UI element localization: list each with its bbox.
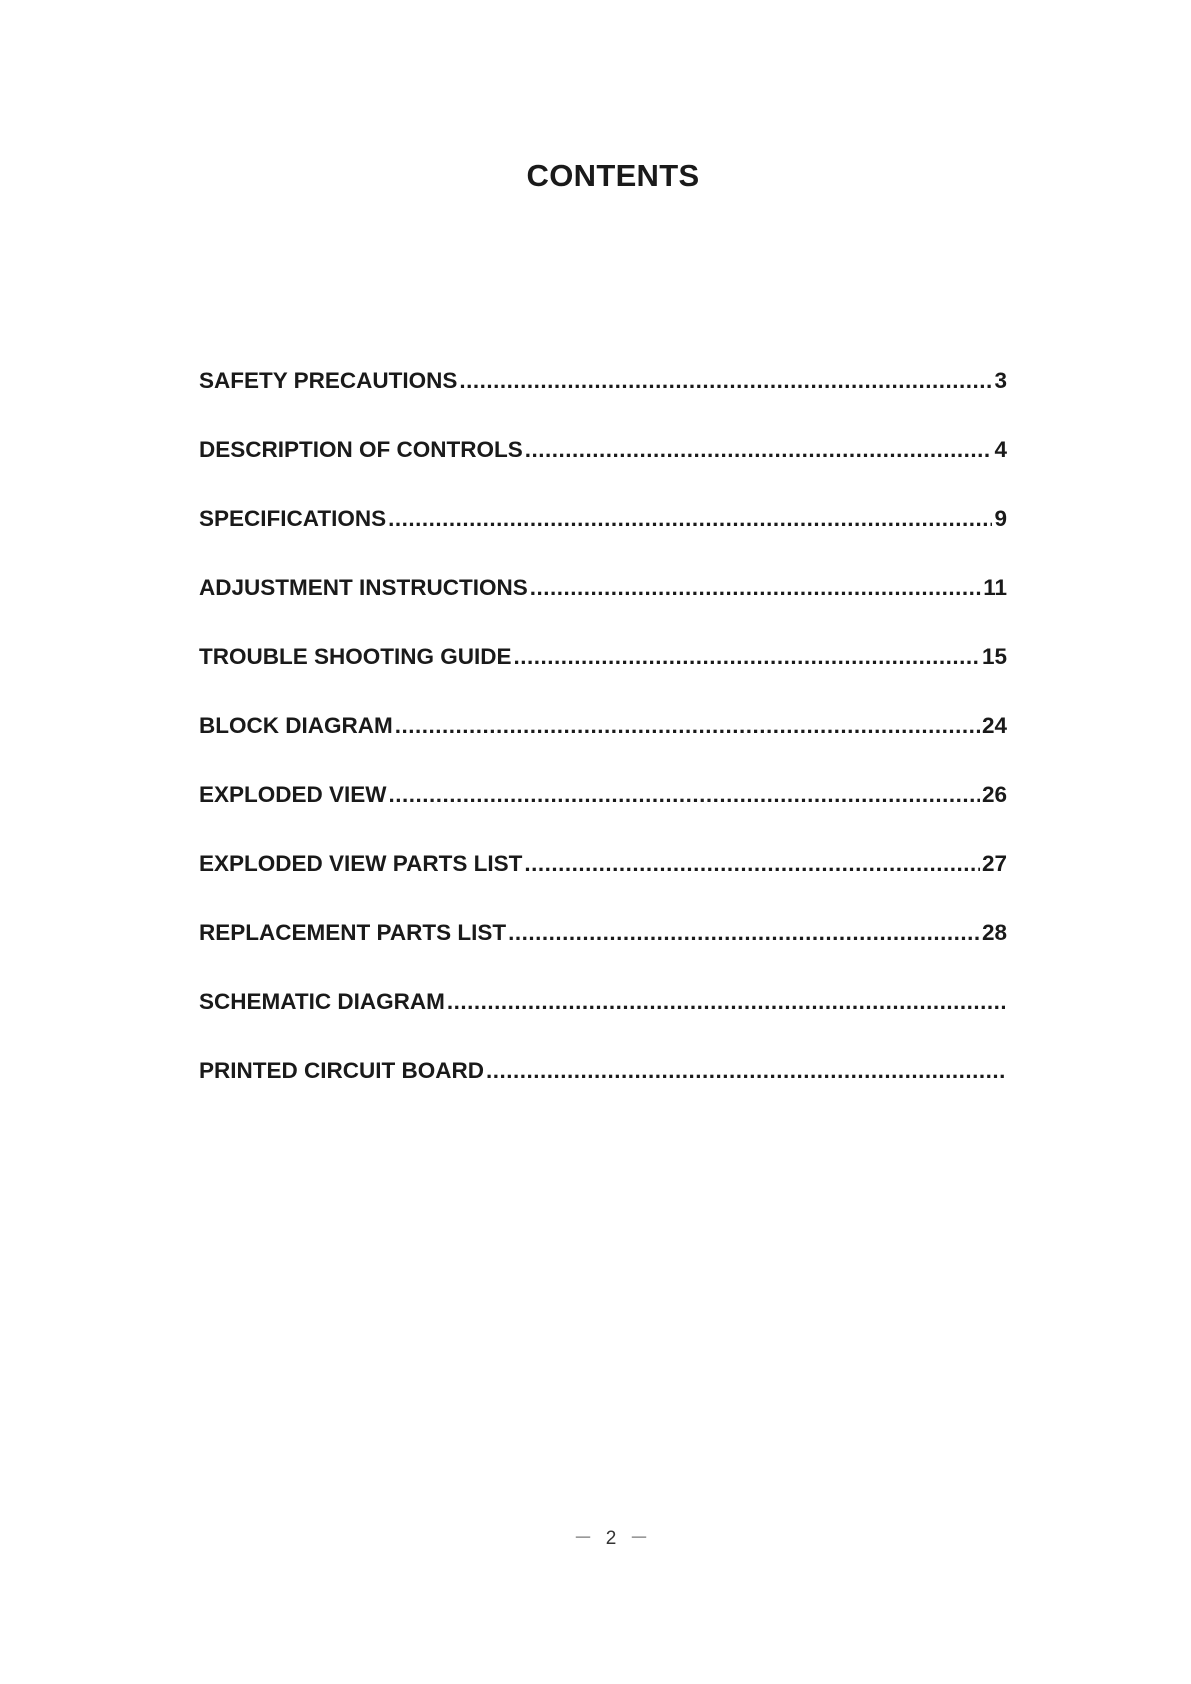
toc-entry-label: ADJUSTMENT INSTRUCTIONS xyxy=(199,575,528,600)
toc-entry-label: EXPLODED VIEW PARTS LIST xyxy=(199,851,523,876)
toc-entry-exploded-view-parts-list[interactable] xyxy=(199,849,1007,918)
toc-entry-page: 15 xyxy=(981,644,1007,669)
dot-leader xyxy=(524,849,980,879)
toc-entry-schematic-diagram[interactable] xyxy=(199,987,1007,1056)
dot-leader xyxy=(525,435,993,465)
page-number: － 2 － xyxy=(573,1528,653,1549)
toc-entry-page: 3 xyxy=(994,368,1007,393)
toc-entry-label: BLOCK DIAGRAM xyxy=(199,713,393,738)
toc-entry-safety-precautions[interactable] xyxy=(199,366,1007,435)
toc-entry-label: TROUBLE SHOOTING GUIDE xyxy=(199,644,512,669)
page-title: CONTENTS xyxy=(526,158,700,193)
dot-leader xyxy=(530,573,981,603)
toc-entry-page: 26 xyxy=(981,782,1007,807)
dot-leader xyxy=(508,918,980,948)
toc-entry-page: 4 xyxy=(994,437,1007,462)
toc-entry-page: 9 xyxy=(994,506,1007,531)
toc-entry-page: 24 xyxy=(981,713,1007,738)
dot-leader xyxy=(486,1056,1005,1086)
toc-entry-exploded-view[interactable] xyxy=(199,780,1007,849)
toc-entry-label: DESCRIPTION OF CONTROLS xyxy=(199,437,523,462)
dot-leader xyxy=(389,780,980,810)
toc-entry-label: SPECIFICATIONS xyxy=(199,506,387,531)
table-of-contents xyxy=(199,366,1007,1125)
toc-entry-page: 28 xyxy=(981,920,1007,945)
dot-leader xyxy=(514,642,980,672)
toc-entry-specifications[interactable] xyxy=(199,504,1007,573)
dot-leader xyxy=(388,504,992,534)
toc-entry-block-diagram[interactable] xyxy=(199,711,1007,780)
toc-entry-adjustment-instructions[interactable] xyxy=(199,573,1007,642)
toc-entry-page: 27 xyxy=(981,851,1007,876)
toc-entry-label: REPLACEMENT PARTS LIST xyxy=(199,920,507,945)
toc-entry-printed-circuit-board[interactable] xyxy=(199,1056,1007,1125)
toc-entry-page: 11 xyxy=(983,575,1007,600)
dot-leader xyxy=(447,987,1005,1017)
toc-entry-label: EXPLODED VIEW xyxy=(199,782,387,807)
dot-leader xyxy=(459,366,992,396)
toc-entry-trouble-shooting-guide[interactable] xyxy=(199,642,1007,711)
toc-entry-label: PRINTED CIRCUIT BOARD xyxy=(199,1058,484,1083)
dot-leader xyxy=(395,711,980,741)
toc-entry-label: SAFETY PRECAUTIONS xyxy=(199,368,458,393)
toc-entry-description-of-controls[interactable] xyxy=(199,435,1007,504)
toc-entry-label: SCHEMATIC DIAGRAM xyxy=(199,989,445,1014)
toc-entry-replacement-parts-list[interactable] xyxy=(199,918,1007,987)
